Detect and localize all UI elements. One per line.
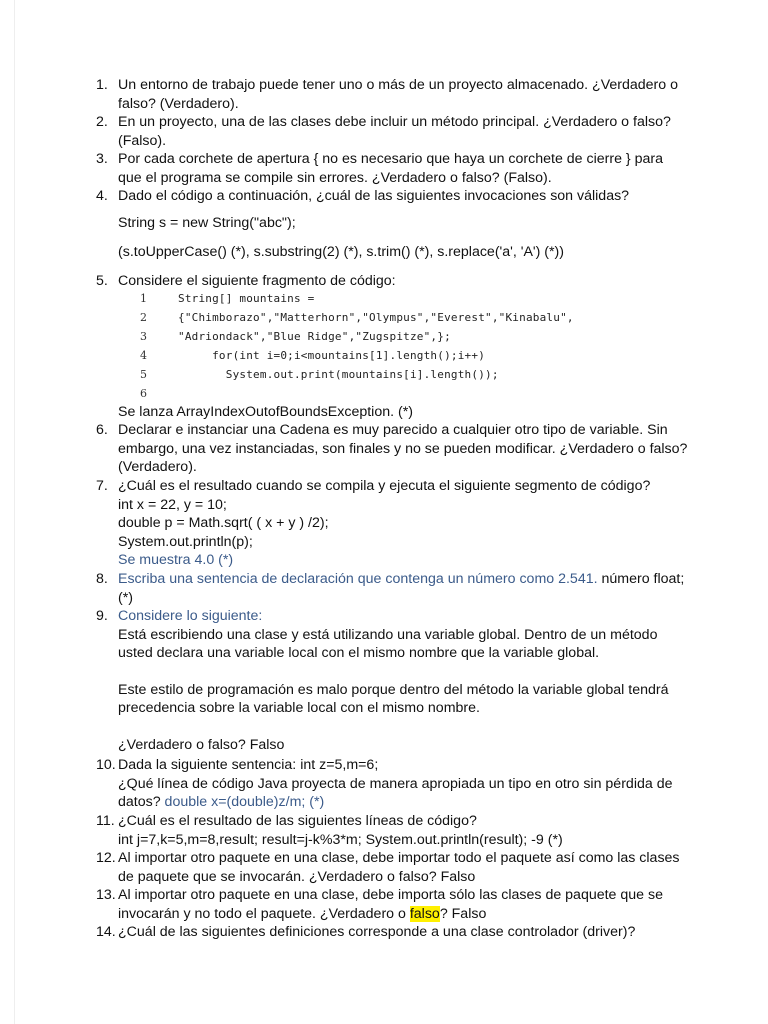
question-text: ¿Cuál es el resultado cuando se compila y ejecuta el siguiente segmento de código? [118, 478, 651, 494]
answer-text: (s.toUpperCase() (*), s.substring(2) (*), s.trim() (*), s.replace('a', 'A') (*)) [118, 244, 564, 260]
question-12 [96, 849, 708, 886]
line-number: 4 [140, 349, 147, 362]
answer-text: double x=(double)z/m; (*) [160, 794, 325, 811]
question-text: Un entorno de trabajo puede tener uno o más de un proyecto almacenado. ¿Verdadero o [118, 77, 678, 93]
question-3 [96, 150, 708, 187]
question-13 [96, 886, 708, 923]
question-8 [96, 570, 708, 607]
question-text: Por cada corchete de apertura { no es necesario que haya un corchete de cierre } para [118, 151, 663, 167]
question-text: datos? [118, 794, 161, 811]
question-6 [96, 421, 708, 477]
question-text: Dado el código a continuación, ¿cuál de las siguientes invocaciones son válidas? [118, 188, 630, 204]
answer-text: ¿Verdadero o falso? Falso [118, 736, 285, 753]
question-text: usted declara una variable local con el mismo nombre que la variable global. [118, 645, 600, 662]
question-text: Declarar e instanciar una Cadena es muy parecido a cualquier otro tipo de variable. Sin [118, 422, 668, 438]
code-statement: String s = new String("abc"); [118, 215, 296, 231]
answer-text: int j=7,k=5,m=8,result; result=j-k%3*m; System.out.println(result); -9 (*) [118, 831, 563, 848]
line-number: 6 [140, 387, 147, 400]
question-11 [96, 812, 708, 849]
question-number: 9. [96, 608, 108, 624]
answer-text: ? Falso [439, 905, 487, 922]
question-text: Al importar otro paquete en una clase, debe importar todo el paquete así como las clases [118, 850, 680, 866]
question-number: 3. [96, 151, 108, 167]
code-line: for(int i=0;i<mountains[1].length();i++) [178, 349, 486, 362]
question-number: 4. [96, 188, 108, 204]
page-edge-divider [14, 0, 15, 1024]
question-text: Escriba una sentencia de declaración que contenga un número como 2.541. [118, 571, 598, 587]
question-text: ¿Cuál de las siguientes definiciones corresponde a una clase controlador (driver)? [118, 924, 636, 940]
question-text: ¿Qué línea de código Java proyecta de manera apropiada un tipo en otro sin pérdida de [118, 775, 673, 792]
question-text: ¿Cuál es el resultado de las siguientes líneas de código? [118, 813, 477, 829]
question-number: 8. [96, 571, 108, 587]
line-number: 3 [140, 330, 147, 343]
code-statement: int x = 22, y = 10; [118, 496, 227, 513]
question-number: 1. [96, 77, 108, 93]
answer-text: Se muestra 4.0 (*) [118, 552, 234, 569]
question-number: 2. [96, 114, 108, 130]
question-text: En un proyecto, una de las clases debe incluir un método principal. ¿Verdadero o falso? [118, 114, 671, 130]
question-text: embargo, una vez instanciadas, son finales y no se pueden modificar. ¿Verdadero o falso? [118, 440, 688, 457]
question-14 [96, 923, 708, 942]
question-9 [96, 607, 708, 755]
question-text: Considere el siguiente fragmento de código: [118, 273, 396, 289]
question-text: Al importar otro paquete en una clase, debe importa sólo las clases de paquete que se [118, 887, 663, 903]
answer-text: número float; [597, 571, 685, 587]
question-text: de paquete que se invocarán. ¿Verdadero o falso? Falso [118, 868, 476, 885]
answer-text: (*) [118, 589, 133, 606]
code-statement: System.out.println(p); [118, 533, 253, 550]
question-5 [96, 272, 708, 291]
question-text: Este estilo de programación es malo porque dentro del método la variable global tendrá [118, 681, 669, 698]
question-text: invocarán y no todo el paquete. ¿Verdadero o [118, 905, 410, 922]
question-4 [96, 187, 708, 206]
question-text: que el programa se compile sin errores. ¿Verdadero o falso? (Falso). [118, 169, 552, 186]
question-number: 12. [96, 850, 116, 866]
highlighted-word: falso [409, 905, 440, 922]
question-number: 11. [96, 813, 115, 829]
question-text: (Verdadero). [118, 459, 197, 476]
question-1 [96, 76, 708, 113]
code-line: System.out.print(mountains[i].length()); [178, 368, 499, 381]
question-number: 5. [96, 273, 108, 289]
question-7 [96, 477, 708, 570]
code-line: String[] mountains = [178, 292, 315, 305]
question-2 [96, 113, 708, 150]
question-number: 10. [96, 757, 116, 773]
question-10 [96, 756, 708, 812]
code-line: {"Chimborazo","Matterhorn","Olympus","Everest","Kinabalu", [178, 311, 574, 324]
code-statement: double p = Math.sqrt( ( x + y ) /2); [118, 515, 329, 532]
question-text: falso? (Verdadero). [118, 95, 239, 112]
question-number: 13. [96, 887, 116, 903]
question-number: 6. [96, 422, 108, 438]
line-number: 2 [140, 311, 147, 324]
question-number: 7. [96, 478, 108, 494]
question-text: precedencia sobre la variable local con el mismo nombre. [118, 700, 480, 717]
question-number: 14. [96, 924, 116, 940]
code-line: "Adriondack","Blue Ridge","Zugspitze",}; [178, 330, 451, 343]
question-text: Dada la siguiente sentencia: int z=5,m=6; [118, 757, 379, 773]
answer-text: Se lanza ArrayIndexOutofBoundsException. (*) [118, 404, 413, 420]
question-text: (Falso). [118, 132, 167, 149]
question-text: Está escribiendo una clase y está utilizando una variable global. Dentro de un método [118, 626, 658, 643]
line-number: 5 [140, 368, 147, 381]
line-number: 1 [140, 292, 147, 305]
question-text: Considere lo siguiente: [118, 608, 263, 624]
